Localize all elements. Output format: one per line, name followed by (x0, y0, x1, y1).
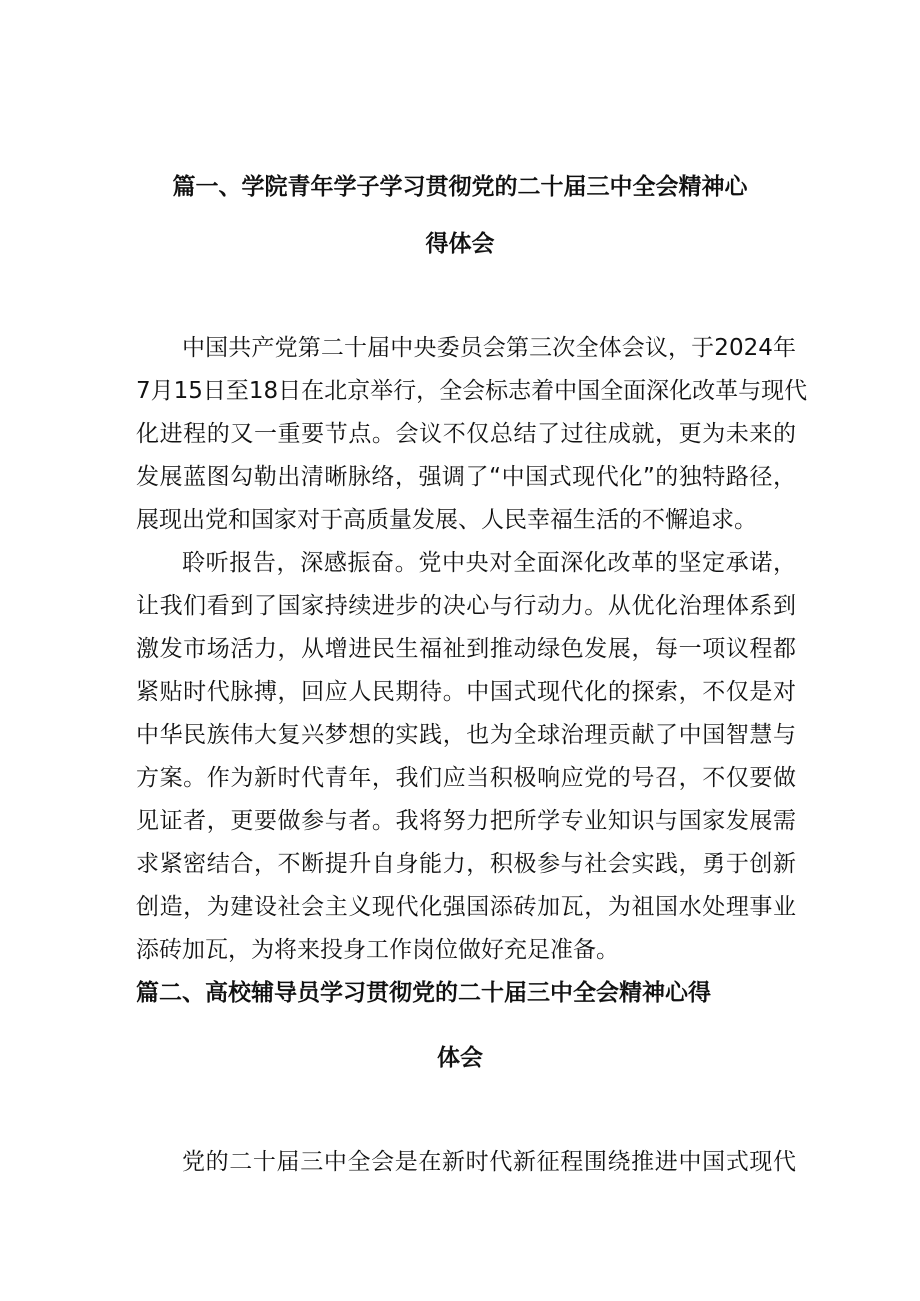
paragraph-line: 添砖加瓦，为将来投身工作岗位做好充足准备。 (136, 937, 619, 963)
paragraph-line: 方案。作为新时代青年，我们应当积极响应党的号召，不仅要做 (136, 765, 796, 791)
paragraph-line: 发展蓝图勾勒出清晰脉络，强调了“中国式现代化”的独特路径， (136, 464, 796, 490)
section1-title-line2: 得体会 (425, 231, 495, 257)
paragraph-line: 聆听报告，深感振奋。党中央对全面深化改革的坚定承诺， (182, 550, 796, 576)
paragraph-line: 展现出党和国家对于高质量发展、人民幸福生活的不懈追求。 (136, 507, 757, 533)
section1-title-line1: 篇一、学院青年学子学习贯彻党的二十届三中全会精神心 (172, 174, 748, 200)
paragraph-line: 求紧密结合，不断提升自身能力，积极参与社会实践，勇于创新 (136, 851, 796, 877)
paragraph-line: 创造，为建设社会主义现代化强国添砖加瓦，为祖国水处理事业 (136, 894, 796, 920)
paragraph-line: 化进程的又一重要节点。会议不仅总结了过往成就，更为未来的 (136, 421, 796, 447)
section2-title-line2: 体会 (437, 1045, 483, 1071)
paragraph-line: 7月15日至18日在北京举行，全会标志着中国全面深化改革与现代 (136, 378, 808, 404)
section2-title-line1: 篇二、高校辅导员学习贯彻党的二十届三中全会精神心得 (136, 980, 711, 1006)
paragraph-line: 激发市场活力，从增进民生福祉到推动绿色发展，每一项议程都 (136, 636, 796, 662)
paragraph-line: 中国共产党第二十届中央委员会第三次全体会议，于2024年 (182, 335, 796, 361)
paragraph-line: 见证者，更要做参与者。我将努力把所学专业知识与国家发展需 (136, 808, 796, 834)
paragraph-line: 党的二十届三中全会是在新时代新征程围绕推进中国式现代 (182, 1149, 796, 1175)
paragraph-line: 让我们看到了国家持续进步的决心与行动力。从优化治理体系到 (136, 593, 796, 619)
paragraph-line: 紧贴时代脉搏，回应人民期待。中国式现代化的探索，不仅是对 (136, 679, 796, 705)
paragraph-line: 中华民族伟大复兴梦想的实践，也为全球治理贡献了中国智慧与 (136, 722, 796, 748)
